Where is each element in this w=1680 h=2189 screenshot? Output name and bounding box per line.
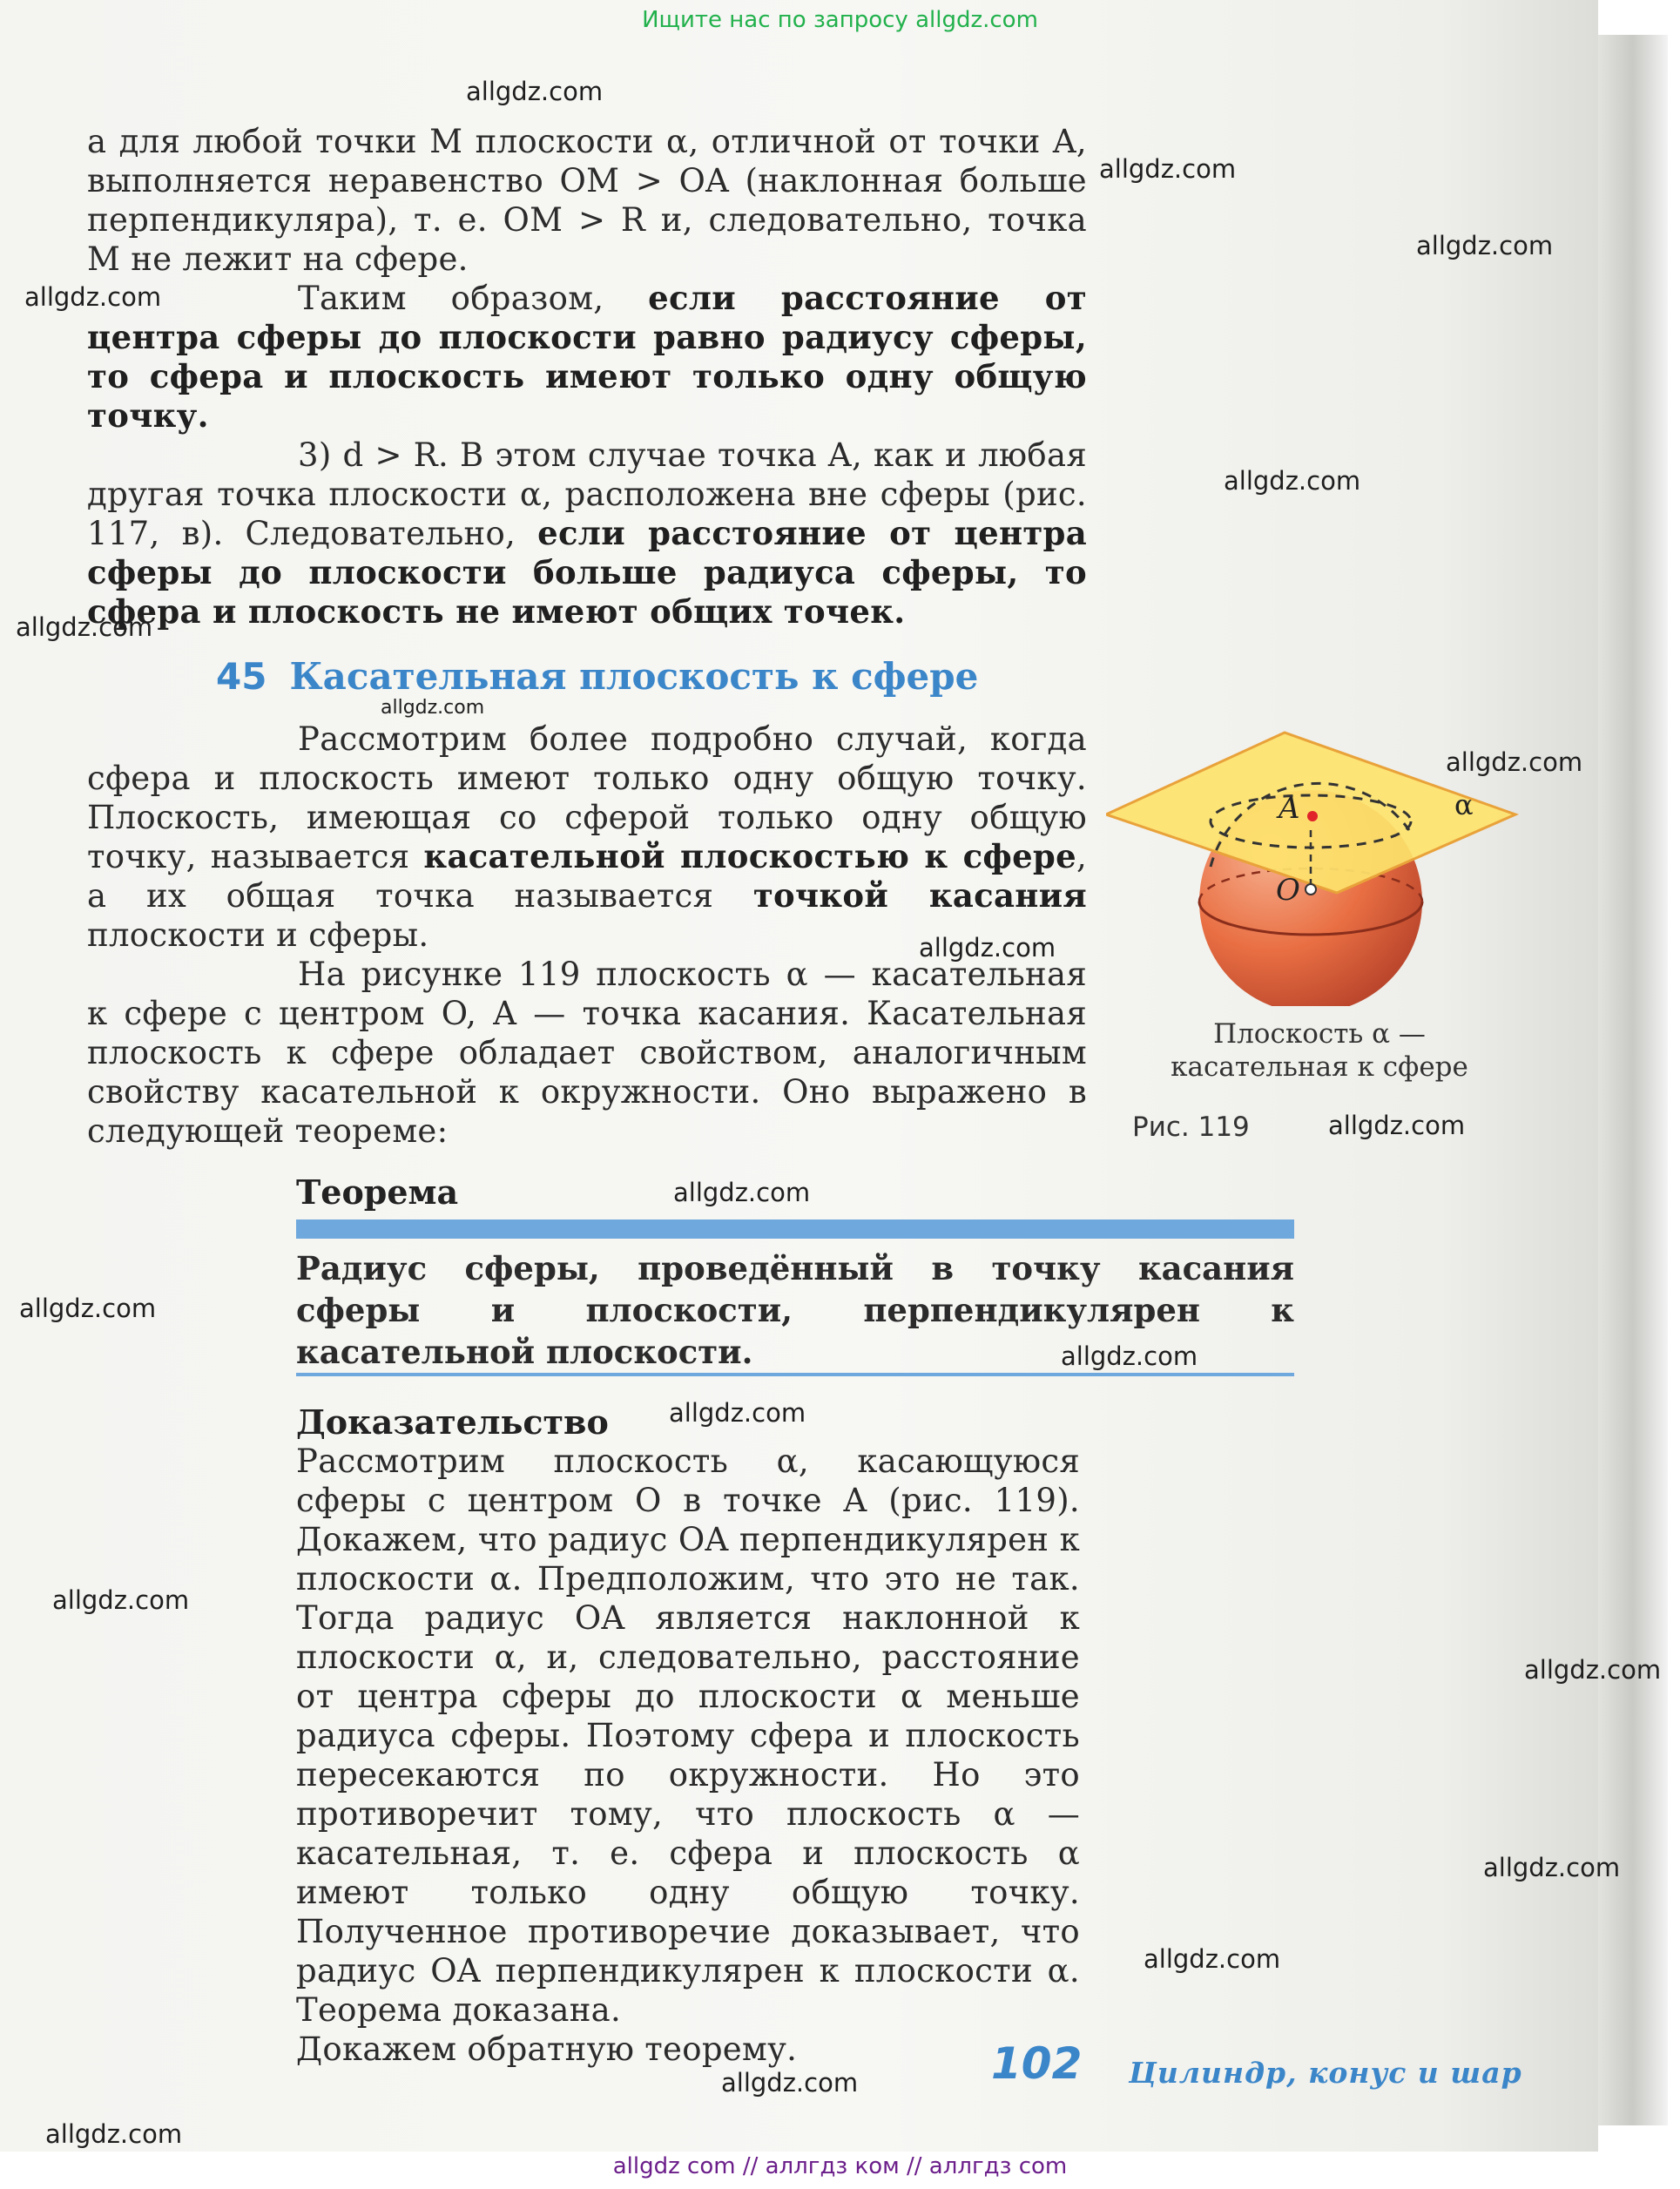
term-tangent-plane: касательной плоскостью к сфере: [423, 837, 1076, 875]
theorem-underline: [296, 1373, 1294, 1376]
figure-sphere-tangent-plane: [1106, 727, 1524, 1006]
paragraph-case-3: [87, 436, 1087, 632]
watermark: allgdz.com: [52, 1585, 190, 1615]
point-a: [1307, 811, 1318, 821]
bold-statement: если расстояние от центра сферы до плоскости равно радиусу сферы, то сфера и плоскость имеют только одну общую точку.: [87, 279, 1087, 435]
caption-line-1: Плоскость α —: [1213, 1018, 1426, 1050]
watermark: allgdz.com: [466, 77, 604, 106]
proof-label: Доказательство: [296, 1402, 609, 1442]
proof-next: Докажем обратную теорему.: [296, 2030, 798, 2068]
running-title: Цилиндр, конус и шар: [1129, 2056, 1522, 2090]
text-run: , а их общая точка называется: [87, 838, 1087, 915]
watermark: allgdz.com: [1416, 231, 1554, 260]
watermark: allgdz.com: [1483, 1853, 1621, 1882]
page-edge-shadow: [1598, 35, 1668, 2125]
caption-line-2: касательная к сфере: [1171, 1051, 1468, 1083]
label-a: A: [1279, 791, 1300, 826]
watermark: allgdz.com: [669, 1398, 806, 1428]
term-tangent-point: точкой касания: [752, 876, 1087, 915]
paragraph-continuation: а для любой точки M плоскости α, отличной от точки A, выполняется неравенство OM > OA (наклонная больше перпендикуляра), т. е. OM > R и, следовательно, точка M не лежит на сфере.: [87, 123, 1087, 278]
watermark: allgdz.com: [673, 1178, 811, 1207]
paragraph-definition: [87, 720, 1087, 955]
watermark: allgdz.com: [1328, 1111, 1466, 1140]
watermark: allgdz.com: [16, 612, 153, 642]
theorem-bar: [296, 1219, 1294, 1239]
proof-text: Рассмотрим плоскость α, касающуюся сферы с центром O в точке A (рис. 119). Докажем, что радиус OA перпендикулярен к плоскости α. Предположим, что это не так. Тогда радиус OA является наклонной к плоскости α, и, следовательно, расстояние от центра сферы до плоскости α меньше радиуса сферы. Поэтому сфера и плоскость пересекаются по окружности. Но это противоречит тому, что плоскость α — касательная, т. е. сфера и плоскость α имеют только одну общую точку. Полученное противоречие доказывает, что радиус OA перпендикулярен к плоскости α. Теорема доказана.: [296, 1442, 1080, 2029]
center-o: [1306, 884, 1316, 895]
label-o: O: [1276, 873, 1300, 908]
theorem-label: Теорема: [296, 1172, 459, 1212]
theorem-statement: Радиус сферы, проведённый в точку касания сферы и плоскости, перпендикулярен к касательной плоскости.: [296, 1249, 1294, 1371]
figure-number: Рис. 119: [1132, 1111, 1250, 1143]
watermark: allgdz.com: [1524, 1655, 1662, 1685]
watermark: allgdz.com: [381, 697, 485, 719]
footer-links[interactable]: allgdz com // аллгдз ком // аллгдз com: [612, 2153, 1068, 2179]
watermark: allgdz.com: [1224, 466, 1361, 496]
paragraph-figure-ref: На рисунке 119 плоскость α — касательная к сфере с центром O, A — точка касания. Касательная плоскость к сфере обладает свойством, аналогичным свойству касательной к окружности. Оно выражено в следующей теореме:: [87, 956, 1087, 1150]
text-run: плоскости и сферы.: [87, 916, 429, 954]
proof-column: [296, 1442, 1080, 2069]
watermark: allgdz.com: [19, 1294, 157, 1323]
section-number: 45: [216, 655, 267, 698]
text-run: Рассмотрим более подробно случай, когда сфера и плоскость имеют только одну общую точку. Плоскость, имеющая со сферой только одну общую точку, называется: [87, 720, 1087, 875]
text-column-middle: [87, 720, 1087, 1151]
watermark: allgdz.com: [1144, 1944, 1281, 1974]
label-alpha: α: [1454, 788, 1474, 821]
search-hint-link[interactable]: Ищите нас по запросу allgdz.com: [642, 7, 1038, 33]
figure-caption: [1132, 1017, 1507, 1084]
paragraph-lead: Таким образом,: [298, 280, 649, 317]
watermark: allgdz.com: [1446, 747, 1583, 777]
section-heading: [216, 655, 978, 698]
section-title: Касательная плоскость к сфере: [289, 655, 979, 698]
watermark: allgdz.com: [24, 282, 162, 312]
paragraph-conclusion-tangent: [87, 279, 1087, 436]
watermark: allgdz.com: [1099, 154, 1237, 184]
page-number: 102: [991, 2038, 1083, 2089]
watermark: allgdz.com: [45, 2119, 183, 2149]
watermark: allgdz.com: [721, 2068, 859, 2098]
text-column-top: [87, 122, 1087, 632]
bold-statement: если расстояние от центра сферы до плоскости больше радиуса сферы, то сфера и плоскость не имеют общих точек.: [87, 514, 1087, 631]
watermark: allgdz.com: [1061, 1341, 1198, 1371]
paragraph-lead: 3) d > R. В этом случае точка A, как и любая другая точка плоскости α, расположена вне сферы (рис. 117, в). Следовательно,: [87, 436, 1087, 552]
watermark: allgdz.com: [919, 933, 1056, 963]
